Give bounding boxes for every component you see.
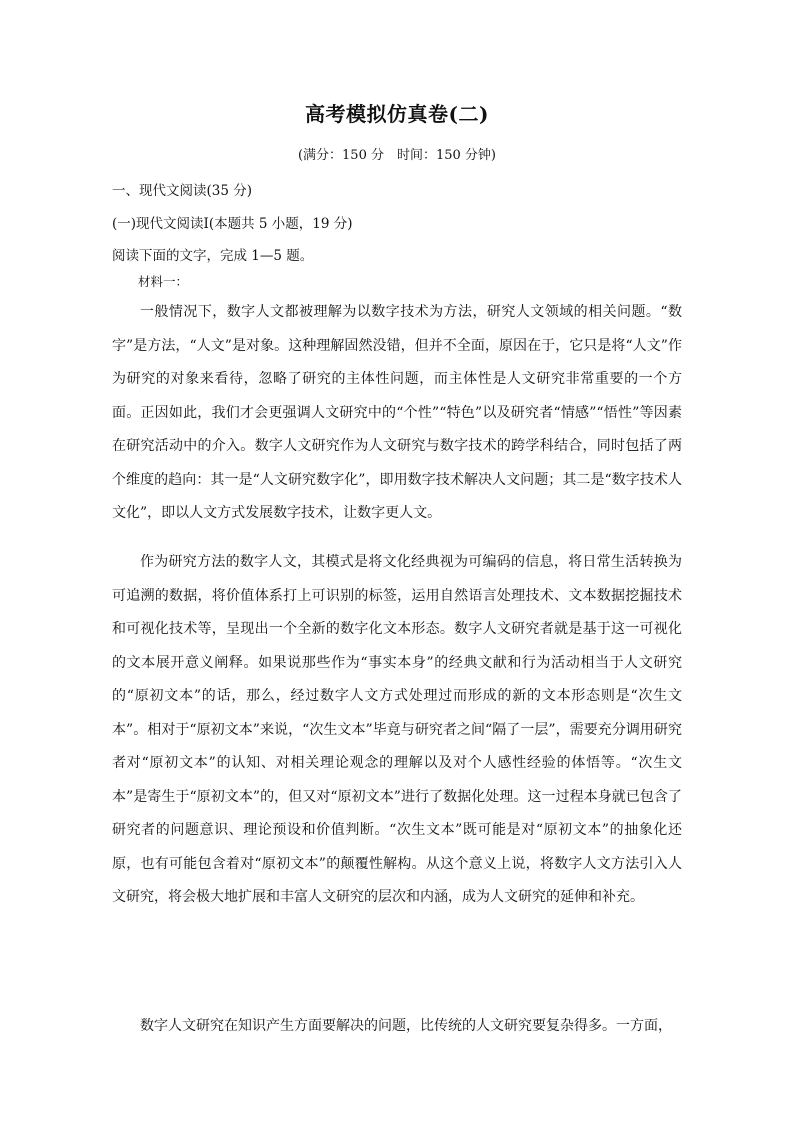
paragraph-2: 作为研究方法的数字人文，其模式是将文化经典视为可编码的信息，将日常生活转换为可追溯的数据，将价值体系打上可识别的标签，运用自然语言处理技术、文本数据挖掘技术和可视化技术等，呈现出一个全新的数字化文本形态。数字人文研究者就是基于这一可视化的文本展开意义阐释。如果说那些作为“事实本身”的经典文献和行为活动相当于人文研究的“原初文本”的话，那么，经过数字人文方式处理过而形成的新的文本形态则是“次生文本”。相对于“原初文本”来说，“次生文本”毕竟与研究者之间“隔了一层”，需要充分调用研究者对“原初文本”的认知、对相关理论观念的理解以及对个人感性经验的体悟等。“次生文本”是寄生于“原初文本”的，但又对“原初文本”进行了数据化处理。这一过程本身就已包含了研究者的问题意识、理论预设和价值判断。“次生文本”既可能是对“原初文本”的抽象化还原，也有可能包含着对“原初文本”的颠覆性解构。从这个意义上说，将数字人文方法引入人文研究，将会极大地扩展和丰富人文研究的层次和内涵，成为人文研究的延伸和补充。 <box>112 554 682 905</box>
subsection-heading: (一)现代文阅读Ⅰ(本题共 5 小题，19 分) <box>112 216 353 232</box>
exam-title: 高考模拟仿真卷(二) <box>305 102 489 126</box>
exam-subtitle: (满分：150 分 时间：150 分钟) <box>297 148 497 163</box>
reading-instruction: 阅读下面的文字，完成 1—5 题。 <box>112 248 314 264</box>
paragraph-1: 一般情况下，数字人文都被理解为以数字技术为方法，研究人文领域的相关问题。“数字”是方法，“人文”是对象。这种理解固然没错，但并不全面，原因在于，它只是将“人文”作为研究的对象来看待，忽略了研究的主体性问题，而主体性是人文研究非常重要的一个方面。正因如此，我们才会更强调人文研究中的“个性”“特色”以及研究者“情感”“悟性”等因素在研究活动中的介入。数字人文研究作为人文研究与数字技术的跨学科结合，同时包括了两个维度的趋向：其一是“人文研究数字化”，即用数字技术解决人文问题；其二是“数字技术人文化”，即以人文方式发展数字技术，让数字更人文。 <box>112 304 682 521</box>
material-label: 材料一： <box>138 274 189 289</box>
paragraph-3: 数字人文研究在知识产生方面要解决的问题，比传统的人文研究要复杂得多。一方面， <box>140 1018 672 1034</box>
section-heading: 一、现代文阅读(35 分) <box>112 183 253 199</box>
